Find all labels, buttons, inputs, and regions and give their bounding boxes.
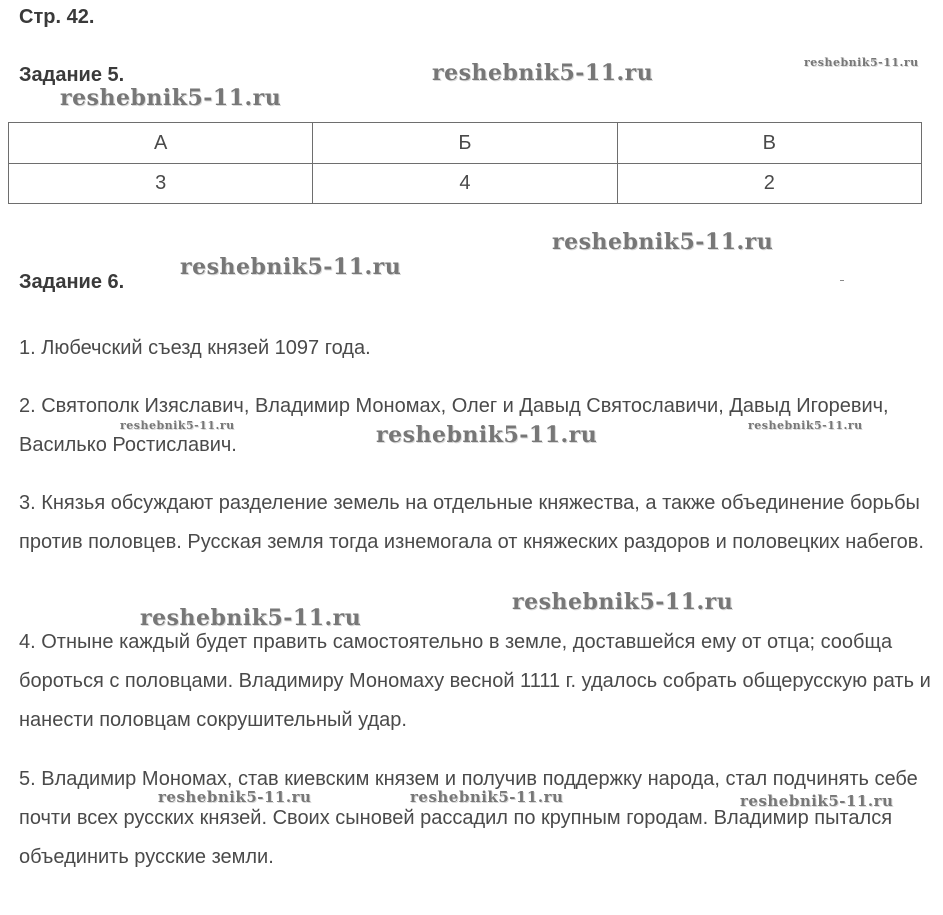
table-header-cell: В [617, 123, 921, 164]
answer-paragraph-5: 5. Владимир Мономах, став киевским князем и получив поддержку народа, стал подчинять себе почти всех русских князей. Своих сыновей рассадил по крупным городам. Владимир пытался объединить русские земли. [19, 768, 918, 868]
table-header-cell: А [9, 123, 313, 164]
watermark: reshebnik5-11.ru [60, 85, 282, 111]
answer-paragraph-1: 1. Любечский съезд князей 1097 года. [19, 337, 371, 359]
table-cell: 2 [617, 164, 921, 204]
table-row [9, 164, 922, 204]
answer-paragraph-4: 4. Отныне каждый будет править самостоятельно в земле, доставшейся ему от отца; сообща бороться с половцами. Владимиру Мономаху весной 1111 г. удалось собрать общерусскую рать и нанести половцам сокрушительный удар. [19, 631, 931, 731]
page-label: Стр. 42. [19, 6, 95, 28]
stray-mark [840, 280, 844, 281]
watermark: reshebnik5-11.ru [512, 589, 734, 615]
watermark: reshebnik5-11.ru [804, 56, 919, 69]
table-cell: 3 [9, 164, 313, 204]
watermark: reshebnik5-11.ru [180, 254, 402, 280]
watermark: reshebnik5-11.ru [140, 605, 362, 631]
watermark: reshebnik5-11.ru [740, 792, 894, 810]
task5-title: Задание 5. [19, 64, 125, 86]
watermark: reshebnik5-11.ru [410, 788, 564, 806]
answer-paragraph-3: 3. Князья обсуждают разделение земель на отдельные княжества, а также объединение борьбы против половцев. Русская земля тогда изнемогала от княжеских раздоров и половецких набегов. [19, 492, 924, 553]
table-header-cell: Б [313, 123, 617, 164]
watermark: reshebnik5-11.ru [432, 60, 654, 86]
answer-paragraph-2: 2. Святополк Изяславич, Владимир Мономах, Олег и Давыд Святославичи, Давыд Игоревич, Василько Ростиславич. [19, 395, 889, 456]
answer-table [8, 122, 922, 204]
task6-title: Задание 6. [19, 271, 125, 293]
watermark: reshebnik5-11.ru [552, 229, 774, 255]
table-header-row [9, 123, 922, 164]
watermark: reshebnik5-11.ru [120, 419, 235, 432]
table-cell: 4 [313, 164, 617, 204]
watermark: reshebnik5-11.ru [158, 788, 312, 806]
watermark: reshebnik5-11.ru [376, 422, 598, 448]
watermark: reshebnik5-11.ru [748, 419, 863, 432]
